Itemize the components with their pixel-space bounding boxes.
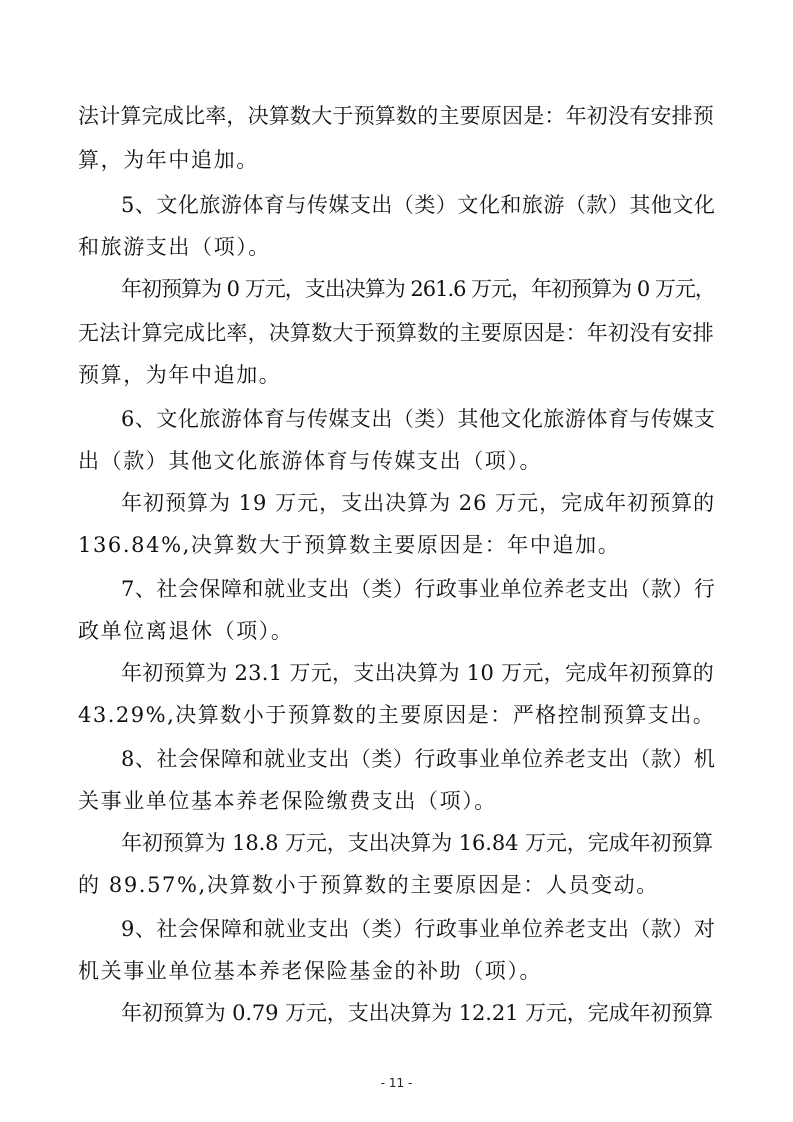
text-line: 法计算完成比率，决算数大于预算数的主要原因是：年初没有安排预: [78, 104, 714, 128]
text-line: 年初预算为 23.1 万元，支出决算为 10 万元，完成年初预算的: [121, 661, 715, 685]
text-line: 年初预算为 18.8 万元，支出决算为 16.84 万元，完成年初预算: [121, 831, 714, 855]
text-line: 机关事业单位基本养老保险基金的补助（项）。: [78, 959, 543, 983]
text-line: 预算，为年中追加。: [78, 363, 282, 387]
text-line: 年初预算为 19 万元，支出决算为 26 万元，完成年初预算的: [121, 491, 716, 515]
section-heading-5: 5、文化旅游体育与传媒支出（类）文化和旅游（款）其他文化: [121, 193, 716, 217]
section-heading-9: 9、社会保障和就业支出（类）行政事业单位养老支出（款）对: [121, 917, 716, 941]
text-line: 出（款）其他文化旅游体育与传媒支出（项）。: [78, 449, 543, 473]
text-line: 43.29%,决算数小于预算数的主要原因是：严格控制预算支出。: [78, 703, 716, 727]
section-heading-6: 6、文化旅游体育与传媒支出（类）其他文化旅游体育与传媒支: [121, 407, 716, 431]
section-heading-8: 8、社会保障和就业支出（类）行政事业单位养老支出（款）机: [121, 747, 716, 771]
text-line: 年初预算为 0 万元，支出决算为 261.6 万元，年初预算为 0 万元，: [121, 277, 715, 301]
text-line: 和旅游支出（项）。: [78, 235, 271, 259]
text-line: 无法计算完成比率，决算数大于预算数的主要原因是：年初没有安排: [78, 321, 714, 345]
text-line: 政单位离退休（项）。: [78, 619, 294, 643]
text-line: 136.84%,决算数大于预算数主要原因是：年中追加。: [78, 533, 621, 557]
text-line: 关事业单位基本养老保险缴费支出（项）。: [78, 789, 497, 813]
text-line: 年初预算为 0.79 万元，支出决算为 12.21 万元，完成年初预算: [121, 1001, 714, 1025]
section-heading-7: 7、社会保障和就业支出（类）行政事业单位养老支出（款）行: [121, 577, 716, 601]
text-line: 的 89.57%,决算数小于预算数的主要原因是：人员变动。: [78, 873, 659, 897]
text-line: 算，为年中追加。: [78, 148, 259, 172]
page-number: - 11 -: [380, 1076, 413, 1090]
